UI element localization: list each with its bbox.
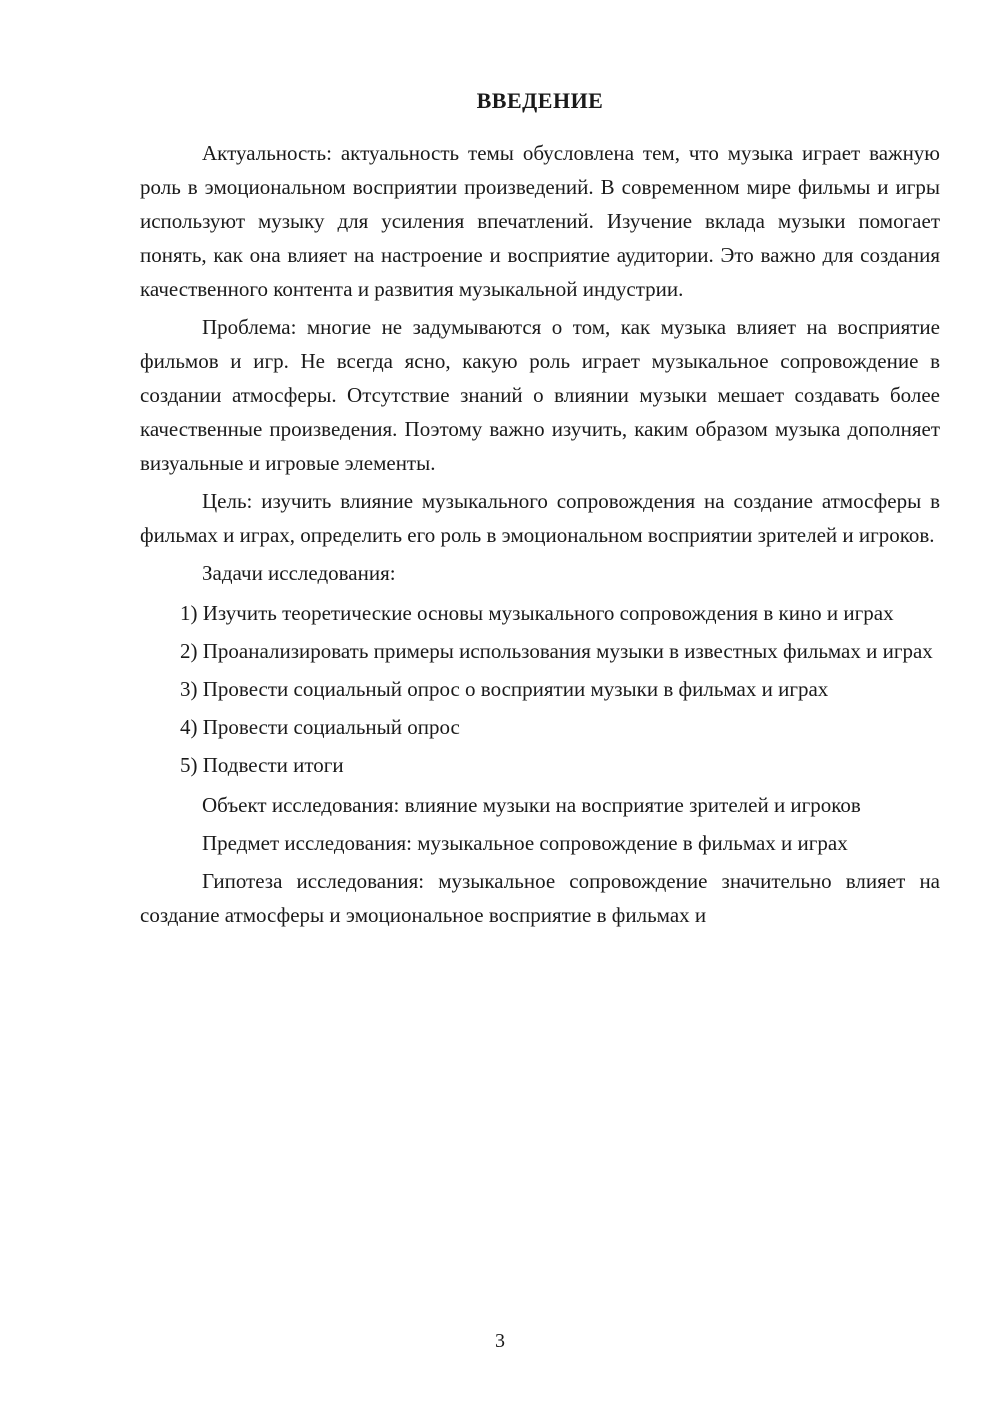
paragraph-tasks-heading: Задачи исследования: [202, 561, 396, 586]
list-item: 3) Провести социальный опрос о восприятии музыки в фильмах и играх [180, 677, 829, 702]
paragraph-hypothesis: Гипотеза исследования: музыкальное сопровождение значительно влияет на создание атмосферы и эмоциональное восприятие в фильмах и [140, 869, 940, 928]
paragraph-goal: Цель: изучить влияние музыкального сопровождения на создание атмосферы в фильмах и играх, определить его роль в эмоциональном восприятии зрителей и игроков. [140, 489, 940, 548]
document-body [140, 88, 940, 932]
page-title: ВВЕДЕНИЕ [476, 88, 604, 113]
list-item: 1) Изучить теоретические основы музыкального сопровождения в кино и играх [180, 601, 894, 626]
paragraph-relevance: Актуальность: актуальность темы обусловлена тем, что музыка играет важную роль в эмоциональном восприятии произведений. В современном мире фильмы и игры используют музыку для усиления впечатлений. Изучение вклада музыки помогает понять, как она влияет на настроение и восприятие аудитории. Это важно для создания качественного контента и развития музыкальной индустрии. [140, 141, 940, 302]
list-item: 5) Подвести итоги [180, 753, 344, 778]
paragraph-object: Объект исследования: влияние музыки на восприятие зрителей и игроков [202, 793, 861, 818]
list-item: 2) Проанализировать примеры использования музыки в известных фильмах и играх [180, 639, 933, 664]
page-number: 3 [495, 1330, 505, 1352]
paragraph-problem: Проблема: многие не задумываются о том, как музыка влияет на восприятие фильмов и игр. Не всегда ясно, какую роль играет музыкальное сопровождение в создании атмосферы. Отсутствие знаний о влиянии музыки мешает создавать более качественные произведения. Поэтому важно изучить, каким образом музыка дополняет визуальные и игровые элементы. [140, 315, 940, 476]
list-item: 4) Провести социальный опрос [180, 715, 460, 740]
paragraph-subject: Предмет исследования: музыкальное сопровождение в фильмах и играх [202, 831, 848, 856]
